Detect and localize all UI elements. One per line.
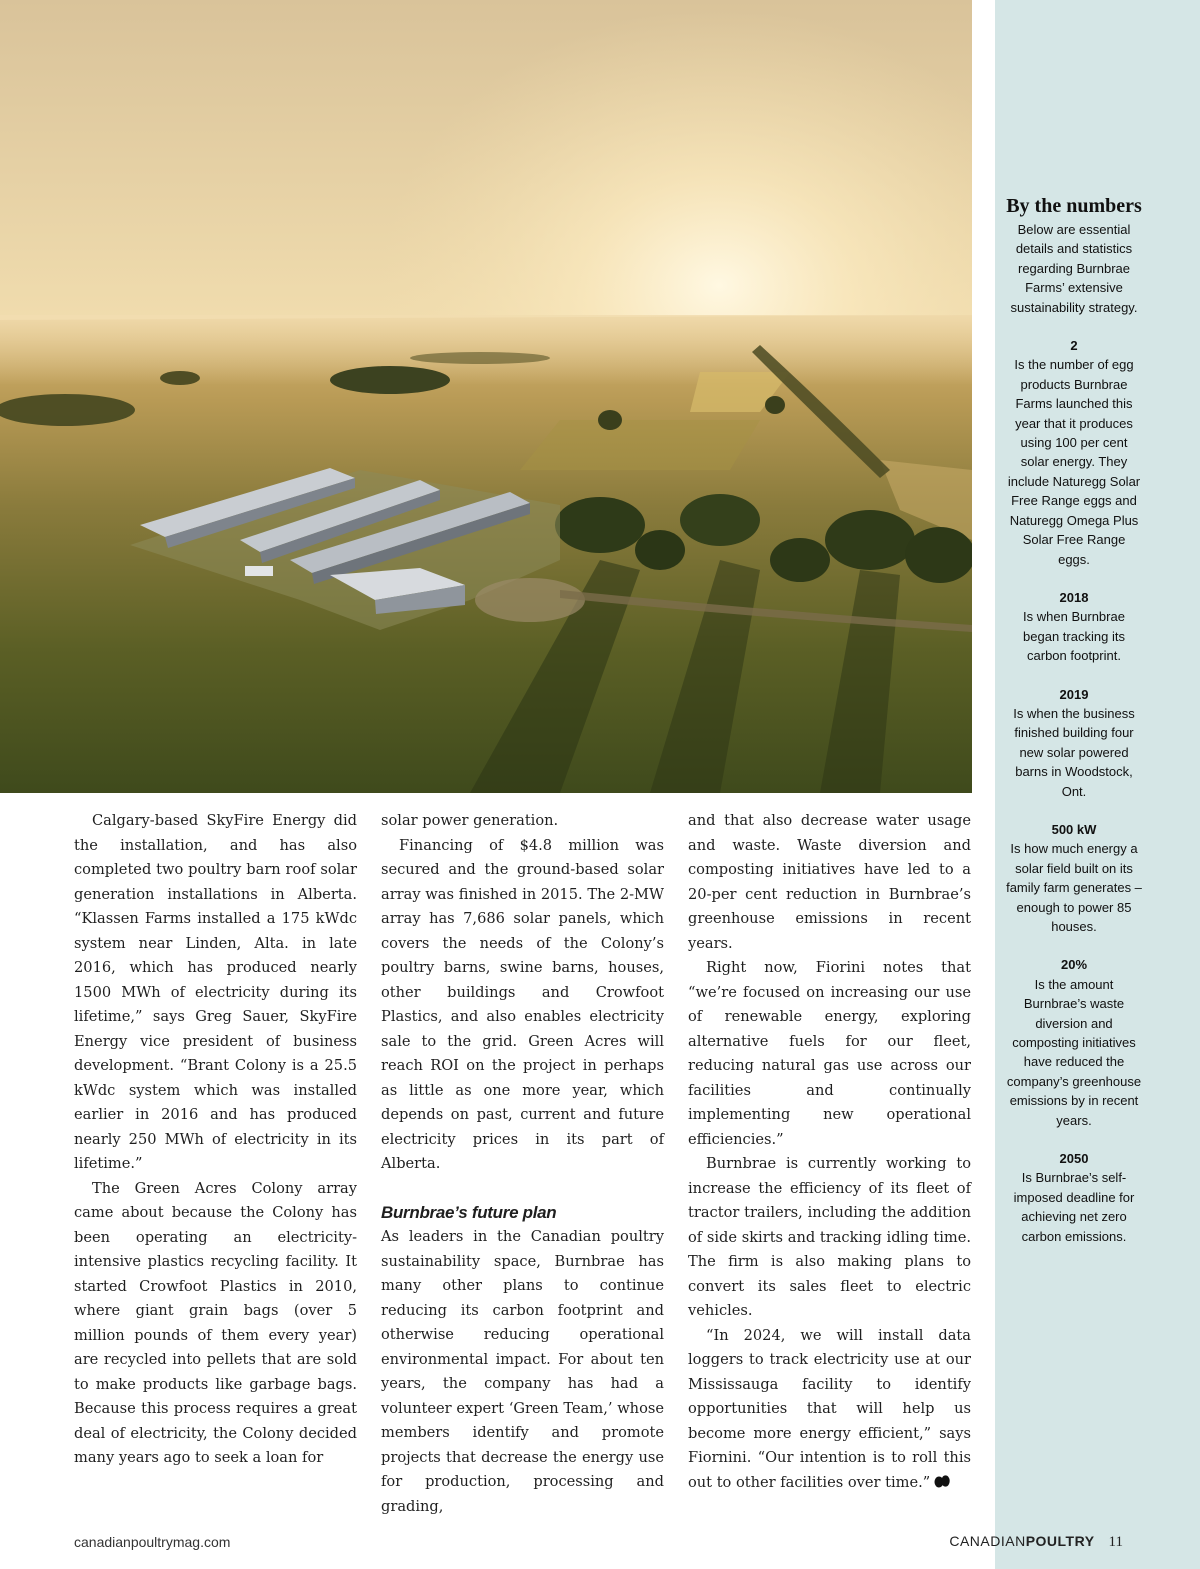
stat-number: 2 xyxy=(1070,338,1078,354)
column-3 xyxy=(688,809,971,1495)
stat-number: 2050 xyxy=(1059,1151,1089,1167)
magazine-name-bold: POULTRY xyxy=(1025,1533,1095,1549)
final-paragraph xyxy=(688,1324,971,1496)
stat-text: Is how much energy a solar field built on its family farm generates – enough to power 85 houses. xyxy=(1006,841,1142,934)
section-subhead: Burnbrae’s future plan xyxy=(381,1202,557,1222)
stat-item xyxy=(1005,820,1143,936)
column-1 xyxy=(74,809,357,1471)
stat-text: Is the number of egg products Burnbrae Farms launched this year that it produces using 100 per cent solar energy. They include Naturegg Solar Free Range eggs and Naturegg Omega Plus Solar Free Range eggs. xyxy=(1007,357,1141,567)
stat-text: Is when Burnbrae began tracking its carbon footprint. xyxy=(1023,609,1125,664)
stat-item xyxy=(1005,955,1143,1130)
stat-item xyxy=(1005,1149,1143,1246)
magazine-name-light: CANADIAN xyxy=(949,1533,1026,1549)
stat-number: 2019 xyxy=(1059,686,1089,702)
paragraph: Financing of $4.8 million was secured and the ground-based solar array was finished in 2015. The 2-MW array has 7,686 solar panels, which covers the needs of the Colony’s poultry barns, swine barns, houses, other buildings and Crowfoot Plastics, and also enables electricity sale to the grid. Green Acres will reach ROI on the project in perhaps as little as one more year, which depends on past, current and future electricity prices in its part of Alberta. xyxy=(381,836,664,1172)
paragraph: Right now, Fiorini notes that “we’re focused on increasing our use of renewable energy, exploring alternative fuels for our fleet, reducing natural gas use across our facilities and continually implementing new operational efficiencies.” xyxy=(688,959,971,1148)
final-paragraph-text: “In 2024, we will install data loggers to track electricity use at our Mississauga facility to identify opportunities that will help us become more energy efficient,” says Fiornini. “Our intention is to roll this out to other facilities over time.” xyxy=(688,1326,971,1491)
aerial-farm-photo xyxy=(0,0,972,793)
by-the-numbers-box xyxy=(1005,194,1143,1246)
stat-text: Is the amount Burnbrae’s waste diversion and composting initiatives have reduced the company’s greenhouse emissions by in recent years. xyxy=(1006,976,1142,1128)
end-mark-egg-icon xyxy=(934,1474,950,1488)
paragraph: As leaders in the Canadian poultry sustainability space, Burnbrae has many other plans to continue reducing its carbon footprint and otherwise reducing operational environmental impact. For about ten years, the company has had a volunteer expert ‘Green Team,’ whose members identify and promote projects that decrease the energy use for production, processing and grading, xyxy=(381,1228,664,1515)
paragraph-continued: solar power generation. xyxy=(381,812,559,829)
stat-text: Is Burnbrae’s self-imposed deadline for achieving net zero carbon emissions. xyxy=(1013,1170,1135,1244)
footer-folio xyxy=(949,1533,1123,1551)
stat-item xyxy=(1005,336,1143,569)
sidebar-title: By the numbers xyxy=(1006,195,1142,217)
stat-text: Is when the business finished building four new solar powered barns in Woodstock, Ont. xyxy=(1013,705,1135,799)
stat-number: 500 kW xyxy=(1051,821,1097,837)
paragraph-continued: and that also decrease water usage and waste. Waste diversion and composting initiatives have led to a 20-per cent reduction in Burnbrae’s greenhouse emissions in recent years. xyxy=(688,812,971,952)
article-body xyxy=(74,809,972,1515)
stat-number: 2018 xyxy=(1059,589,1089,605)
sidebar-intro: Below are essential details and statistics regarding Burnbrae Farms’ extensive sustainability strategy. xyxy=(1010,222,1138,315)
paragraph: Burnbrae is currently working to increase the efficiency of its fleet of tractor trailers, including the addition of side skirts and tracking idling time. The firm is also making plans to convert its sales fleet to electric vehicles. xyxy=(688,1155,971,1319)
stat-item xyxy=(1005,685,1143,801)
stat-number: 20% xyxy=(1060,957,1088,973)
paragraph: Calgary-based SkyFire Energy did the installation, and has also completed two poultry barn roof solar generation installations in Alberta. “Klassen Farms installed a 175 kWdc system near Linden, Alta. in late 2016, which has produced nearly 1500 MWh of electricity during its lifetime,” says Greg Sauer, SkyFire Energy vice president of business development. “Brant Colony is a 25.5 kWdc system which was installed earlier in 2016 and has produced nearly 250 MWh of electricity in its lifetime.” xyxy=(74,812,357,1172)
footer-website: canadianpoultrymag.com xyxy=(74,1534,231,1550)
column-2 xyxy=(381,809,664,1519)
stat-item xyxy=(1005,588,1143,666)
page-number: 11 xyxy=(1108,1534,1123,1550)
aerial-farm-sunrise-photo xyxy=(0,0,972,793)
paragraph: The Green Acres Colony array came about because the Colony has been operating an electricity-intensive plastics recycling facility. It started Crowfoot Plastics in 2010, where giant grain bags (over 5 million pounds of them every year) are recycled into pellets that are sold to make products like garbage bags. Because this process requires a great deal of electricity, the Colony decided many years ago to seek a loan for xyxy=(74,1179,357,1466)
